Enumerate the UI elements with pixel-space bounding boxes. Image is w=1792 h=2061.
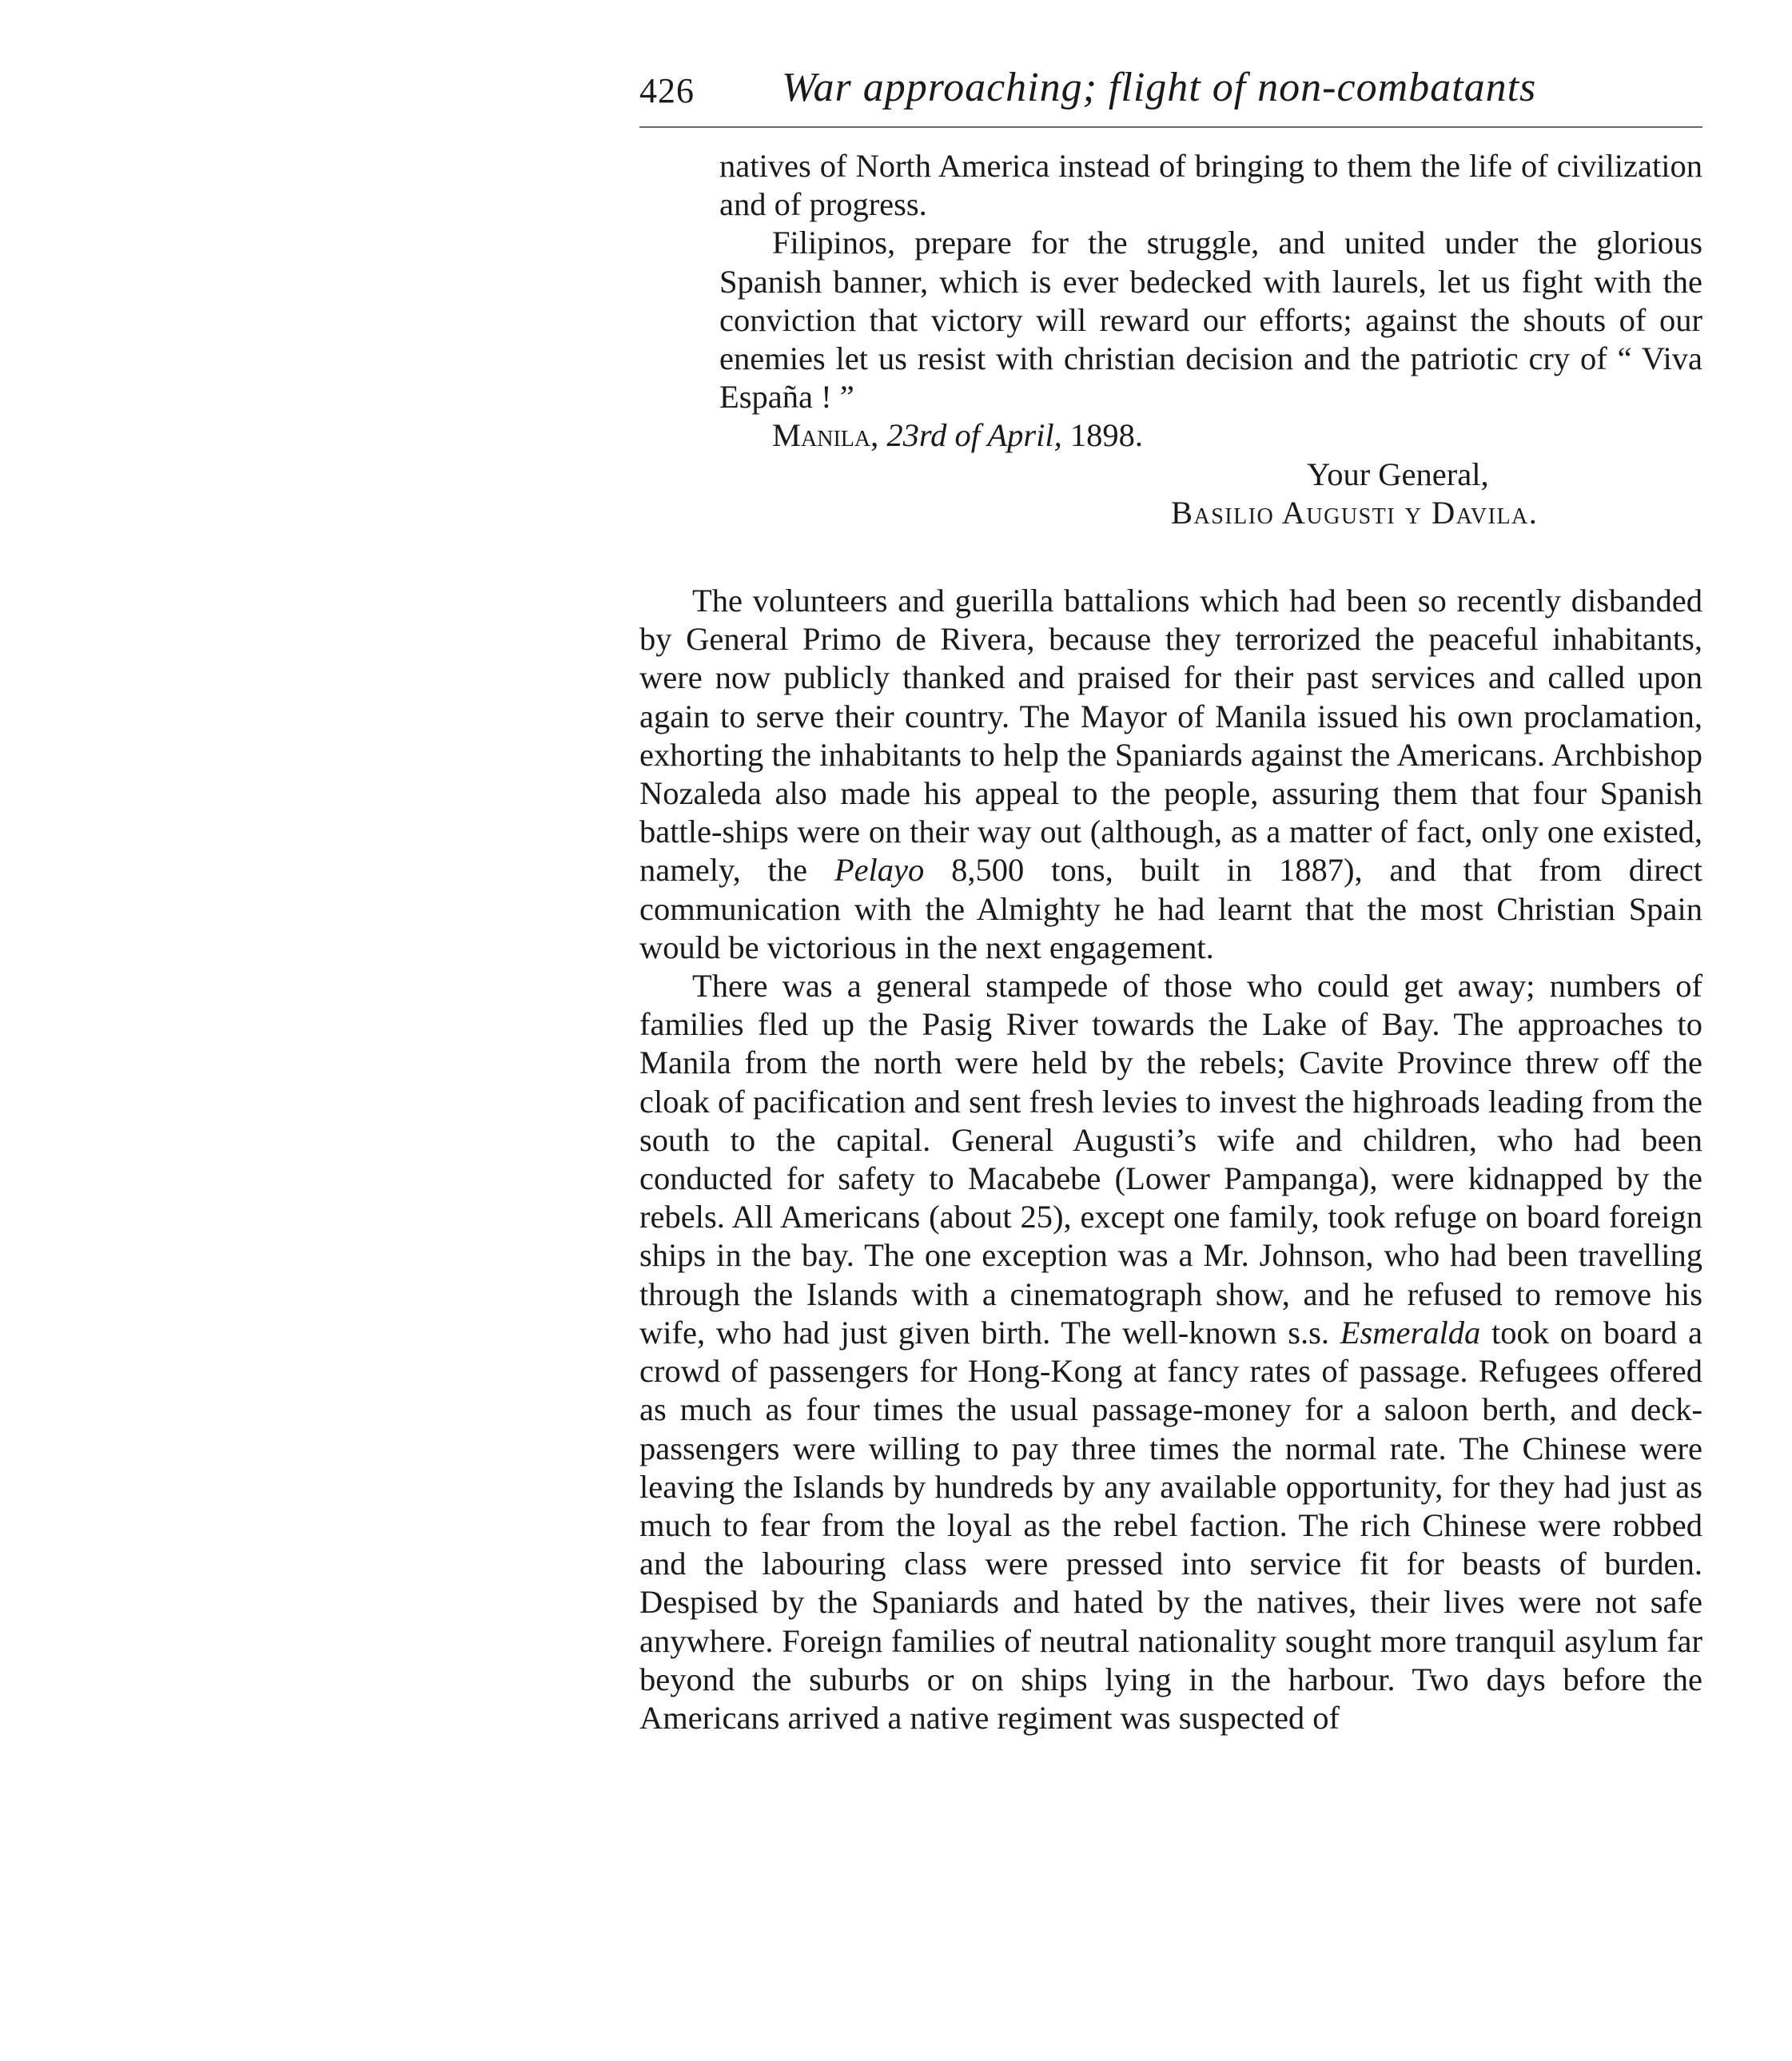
- quote-dateline: Manila, 23rd of April, 1898.: [772, 417, 1144, 454]
- ship-name: Pelayo: [834, 852, 925, 889]
- paragraph-text: There was a general stampede of those who could get away; numbers of families fled up the Pasig River towards the Lake of Bay. The approaches to Manila from the north were held by the rebels; Cavite Province threw off the cloak of pacification and sent fresh levies to invest the highroads leading from the south to the capital. General Augusti’s wife and children, who had been conducted for safety to Macabebe (Lower Pampanga), were kidnapped by the rebels. All Americans (about 25), except one family, took refuge on board foreign ships in the bay. The one exception was a Mr. Johnson, who had been travelling through the Islands with a cinematograph show, and he refused to remove his wife, who had just given birth. The well-known s.s.: [639, 968, 1702, 1351]
- body-paragraph: [639, 582, 1702, 967]
- dateline-date: 23rd of April,: [886, 417, 1062, 454]
- quote-signature: Basilio Augusti y Davila.: [1171, 494, 1539, 531]
- running-header: [639, 64, 1702, 120]
- running-title: War approaching; flight of non-combatants: [782, 65, 1537, 110]
- quote-signoff: Your General,: [1307, 456, 1489, 492]
- quote-paragraph-continued: natives of North America instead of bringing to them the life of civilization and of progress.: [719, 148, 1702, 223]
- dateline-place: Manila: [772, 417, 871, 454]
- dateline-year: 1898.: [1069, 417, 1144, 454]
- paragraph-text: The volunteers and guerilla battalions which had been so recently disbanded by General Primo de Rivera, because they terrorized the peaceful inhabitants, were now publicly thanked and praised for their past services and called upon again to serve their country. The Mayor of Manila issued his own proclamation, exhorting the inhabitants to help the Spaniards against the Americans. Archbishop Nozaleda also made his appeal to the people, assuring them that four Spanish battle-ships were on their way out (although, as a matter of fact, only one existed, namely, the: [639, 583, 1702, 889]
- section-gap: [639, 532, 1702, 582]
- header-rule: [639, 126, 1702, 128]
- page-number: 426: [639, 71, 695, 110]
- ship-name: Esmeralda: [1340, 1314, 1481, 1351]
- body-paragraph: [639, 967, 1702, 1737]
- paragraph-text: took on board a crowd of passengers for Hong-Kong at fancy rates of passage. Refugees offered as much as four times the usual passage-money for a saloon berth, and deck-passengers were willing to pay three times the normal rate. The Chinese were leaving the Islands by hundreds by any available opportunity, for they had just as much to fear from the loyal as the rebel faction. The rich Chinese were robbed and the labouring class were pressed into service fit for beasts of burden. Despised by the Spaniards and hated by the natives, their lives were not safe anywhere. Foreign families of neutral nationality sought more tranquil asylum far beyond the suburbs or on ships lying in the harbour. Two days before the Americans arrived a native regiment was suspected of: [639, 1314, 1703, 1736]
- quote-paragraph: Filipinos, prepare for the struggle, and united under the glorious Spanish banner, which is ever bedecked with laurels, let us fight with the conviction that victory will reward our efforts; against the shouts of our enemies let us resist with christian decision and the patriotic cry of “ Viva España ! ”: [719, 225, 1702, 416]
- proclamation-quote: [719, 147, 1702, 532]
- paragraph-text: 8,500 tons, built in 1887), and that from direct communication with the Almighty he had learnt that the most Christian Spain would be victorious in the next engagement.: [639, 852, 1702, 965]
- page-body: [639, 147, 1702, 1737]
